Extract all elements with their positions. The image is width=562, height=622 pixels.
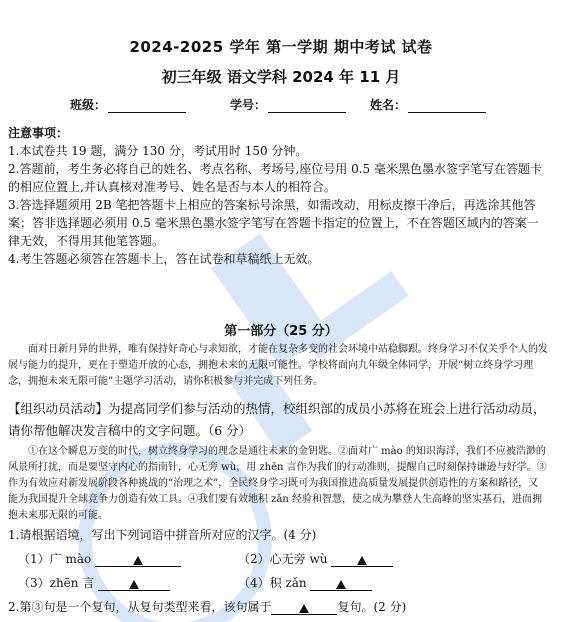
question-2: [8, 598, 406, 615]
q1-item-label: （1）广 mào: [18, 552, 92, 566]
notice-section: [8, 124, 548, 268]
class-label: 班级：: [70, 98, 107, 112]
answer-blank[interactable]: [271, 601, 337, 615]
question-1-stem: 1.请根据语境，写出下列词语中拼音所对应的汉字。(4 分): [8, 528, 317, 542]
part-title: 第一部分（25 分）: [224, 324, 338, 339]
exam-title: 2024-2025 学年 第一学期 期中考试 试卷: [129, 38, 433, 56]
exam-subtitle: 初三年级 语文学科 2024 年 11 月: [161, 68, 401, 86]
name-label: 姓名：: [370, 98, 407, 112]
class-blank: [108, 100, 186, 113]
q1-item-2: [238, 550, 393, 567]
task-text: 为提高同学们参与活动的热情，校组织部的成员小苏将在班会上进行活动动员，请你帮他解决发言稿中的文字问题。（6 分）: [8, 401, 546, 438]
triangle-icon: [299, 604, 309, 613]
id-label: 学号：: [230, 98, 267, 112]
id-field: [230, 96, 346, 113]
notice-item: 3.答选择题须用 2B 笔把答题卡上相应的答案标号涂黑，如需改动，用标皮擦干净后，再选涂其他答案；答非选择题必须用 0.5 毫米黑色墨水签字笔写在答题卡指定的位置上，不在答题区域内的答案一律无效，不得用其他笔答题。: [8, 198, 539, 248]
answer-blank[interactable]: [310, 577, 372, 591]
answer-blank[interactable]: [331, 553, 393, 567]
triangle-icon: [133, 556, 143, 565]
q1-item-label: （3）zhēn 言: [18, 576, 95, 590]
student-info-line: [70, 96, 500, 112]
speech-passage: ①在这个瞬息万变的时代，树立终身学习的理念是通往未来的金钥匙。②面对广 mào 的知识海洋，我们不应被浩渺的风景所打扰，而是要坚守内心的指南针，心无旁 wù，用 zhēn 言作为我们的行动准则，提醒自己时刻保持谦逊与好学。③作为有效应对新发展阶段各种挑战的“治理之术”，全民终身学习既可为我国推进高质量发展提供创造性的方案和路径，又能为我国提升全球竞争力创造有效工具。④我们要有效地积 zǎn 经验和智慧，使之成为攀登人生高峰的坚实基石，进而拥抱未来那无限的可能。: [8, 446, 547, 521]
notice-item: 2.答题前，考生务必将自己的姓名、考点名称、考场号,座位号用 0.5 毫米黑色墨水签字笔写在答题卡的相应位置上,并认真核对准考号、姓名是否与本人的相符合。: [8, 162, 542, 194]
q1-item-3: [18, 574, 170, 591]
notice-item: 1.本试卷共 19 题，满分 130 分，考试用时 150 分钟。: [8, 144, 308, 158]
task-paragraph: [8, 398, 548, 442]
q1-item-4: [238, 574, 372, 591]
name-field: [370, 96, 486, 113]
id-blank: [268, 100, 346, 113]
q1-item-1: [18, 550, 181, 567]
notice-item: 4.考生答题必须答在答题卡上，答在试卷和草稿纸上无效。: [8, 252, 320, 266]
triangle-icon: [357, 556, 367, 565]
notice-heading: 注意事项：: [8, 126, 69, 140]
answer-blank[interactable]: [95, 553, 181, 567]
name-blank: [408, 100, 486, 113]
question-2-stem: 2.第③句是一个复句，从复句类型来看，该句属于: [8, 600, 272, 614]
q1-item-label: （4）积 zǎn: [238, 576, 307, 590]
task-label: 【组织动员活动】: [8, 401, 109, 416]
intro-paragraph: 面对日新月异的世界，唯有保持好奇心与求知欲，才能在复杂多变的社会环境中站稳脚跟。终身学习不仅关乎个人的发展与能力的提升，更在于塑造开放的心态，拥抱未来的无限可能性。学校将面向九年级全体同学，开展“树立终身学习理念，拥抱未来无限可能”主题学习活动，请你积极参与并完成下列任务。: [8, 344, 548, 387]
answer-blank[interactable]: [98, 577, 170, 591]
q1-item-label: （2）心无旁 wù: [238, 552, 328, 566]
question-2-tail: 复句。(2 分): [337, 600, 407, 614]
triangle-icon: [336, 580, 346, 589]
class-field: [70, 96, 186, 113]
triangle-icon: [129, 580, 139, 589]
